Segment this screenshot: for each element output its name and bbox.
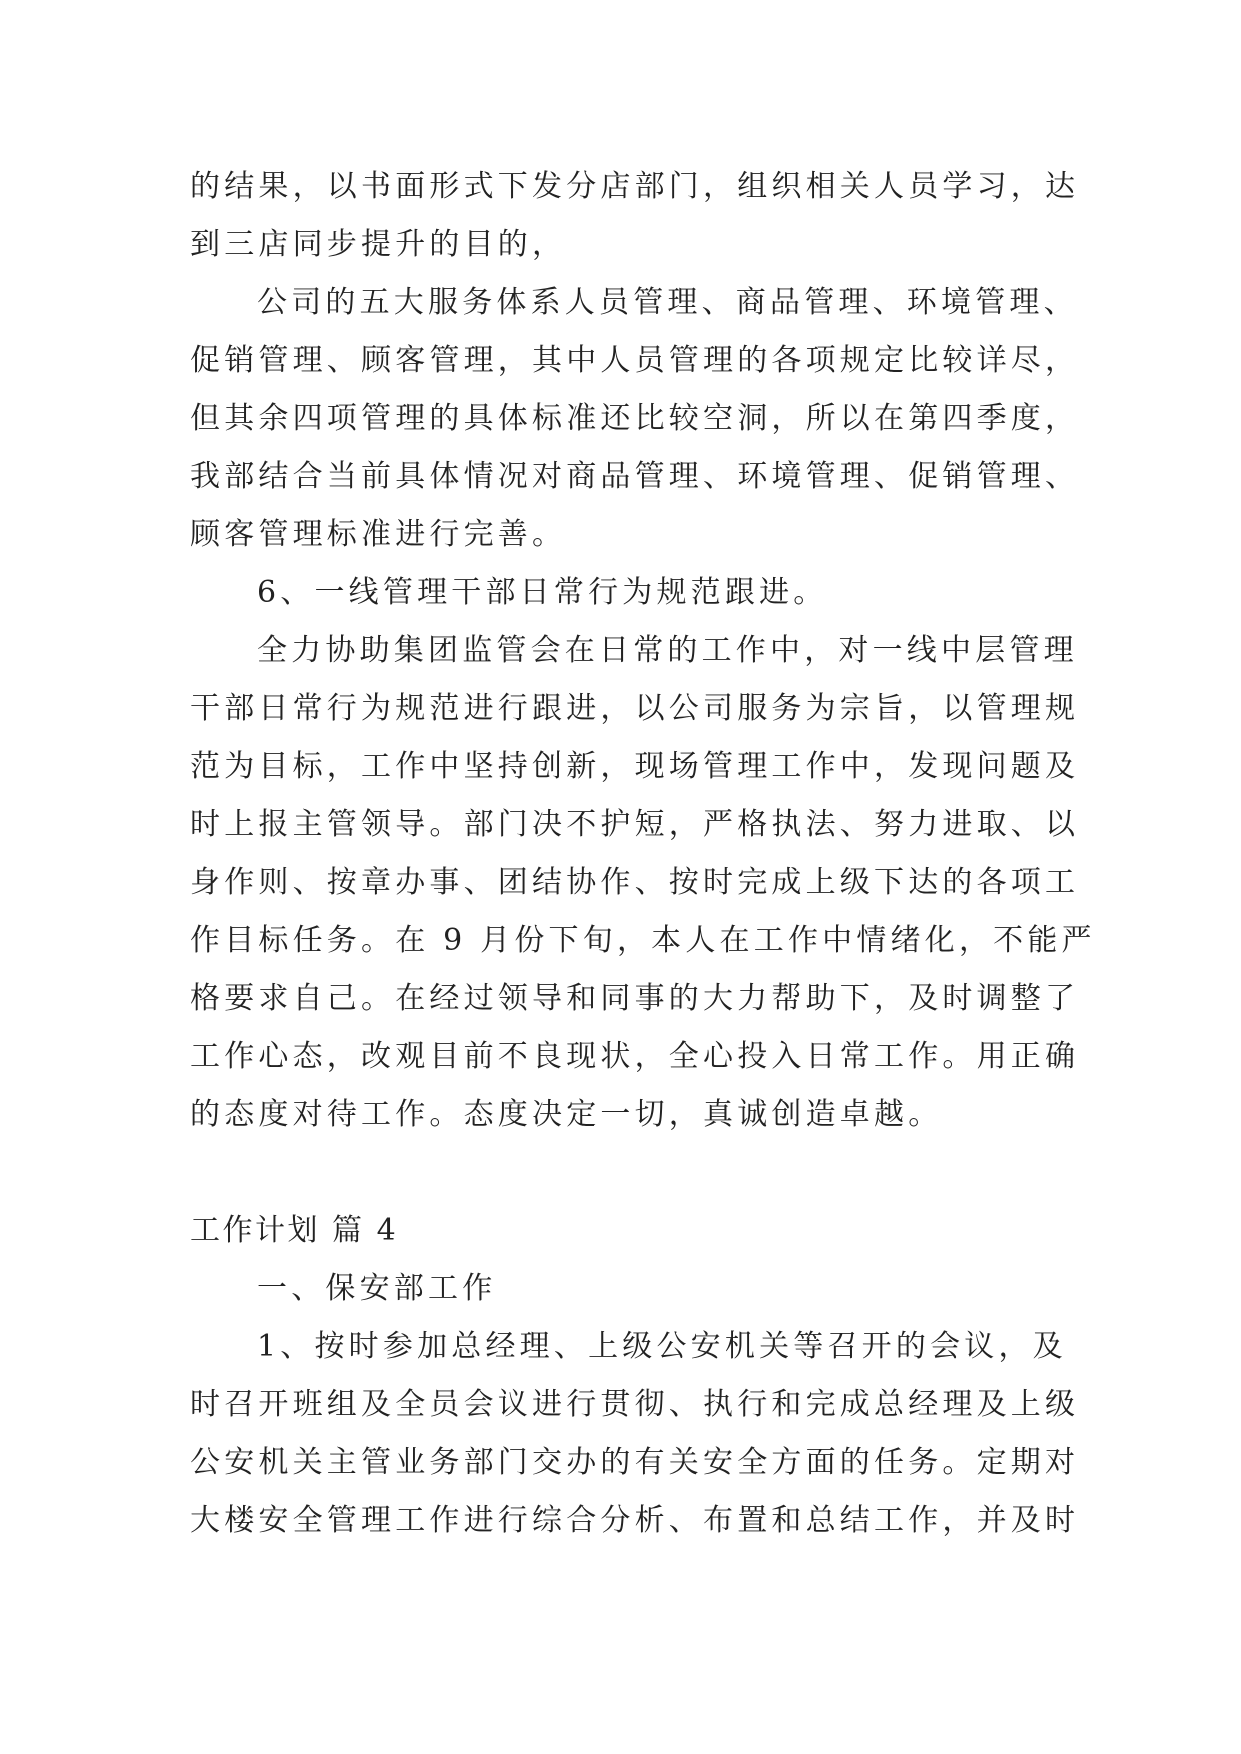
text-line: 大楼安全管理工作进行综合分析、布置和总结工作，并及时 — [190, 1503, 1080, 1538]
section-heading: 工作计划 篇 4 — [190, 1213, 399, 1248]
text-line: 时上报主管领导。部门决不护短，严格执法、努力进取、以 — [190, 807, 1080, 842]
document-body — [190, 158, 1096, 1550]
text-line: 促销管理、顾客管理，其中人员管理的各项规定比较详尽， — [190, 343, 1080, 378]
section-spacer — [190, 1144, 1060, 1202]
paragraph-item-6 — [190, 622, 1096, 1144]
text-line: 工作心态，改观目前不良现状，全心投入日常工作。用正确 — [190, 1039, 1080, 1074]
text-line: 时召开班组及全员会议进行贯彻、执行和完成总经理及上级 — [190, 1387, 1080, 1422]
text-line: 格要求自己。在经过领导和同事的大力帮助下，及时调整了 — [190, 981, 1080, 1016]
text-line: 公安机关主管业务部门交办的有关安全方面的任务。定期对 — [190, 1445, 1080, 1480]
paragraph-item-1 — [190, 1318, 1080, 1550]
text-line: 公司的五大服务体系人员管理、商品管理、环境管理、 — [257, 285, 1078, 320]
paragraph-intro — [190, 158, 1080, 274]
text-line: 的结果，以书面形式下发分店部门，组织相关人员学习，达 — [190, 169, 1080, 204]
text-line: 范为目标，工作中坚持创新，现场管理工作中，发现问题及 — [190, 749, 1080, 784]
text-line: 干部日常行为规范进行跟进，以公司服务为宗旨，以管理规 — [190, 691, 1080, 726]
text-line: 的态度对待工作。态度决定一切，真诚创造卓越。 — [190, 1097, 943, 1132]
text-line: 顾客管理标准进行完善。 — [190, 517, 567, 552]
paragraph-five-systems — [190, 274, 1080, 564]
text-line: 作目标任务。在 9 月份下旬，本人在工作中情绪化，不能严 — [190, 923, 1096, 958]
item-6-title: 6、一线管理干部日常行为规范跟进。 — [257, 575, 828, 610]
text-line: 到三店同步提升的目的， — [190, 227, 567, 262]
subsection-title: 一、保安部工作 — [257, 1271, 497, 1306]
text-line: 全力协助集团监管会在日常的工作中，对一线中层管理 — [257, 633, 1078, 668]
text-line: 1、按时参加总经理、上级公安机关等召开的会议，及 — [257, 1329, 1067, 1364]
text-line: 身作则、按章办事、团结协作、按时完成上级下达的各项工 — [190, 865, 1080, 900]
text-line: 我部结合当前具体情况对商品管理、环境管理、促销管理、 — [190, 459, 1080, 494]
text-line: 但其余四项管理的具体标准还比较空洞，所以在第四季度， — [190, 401, 1080, 436]
